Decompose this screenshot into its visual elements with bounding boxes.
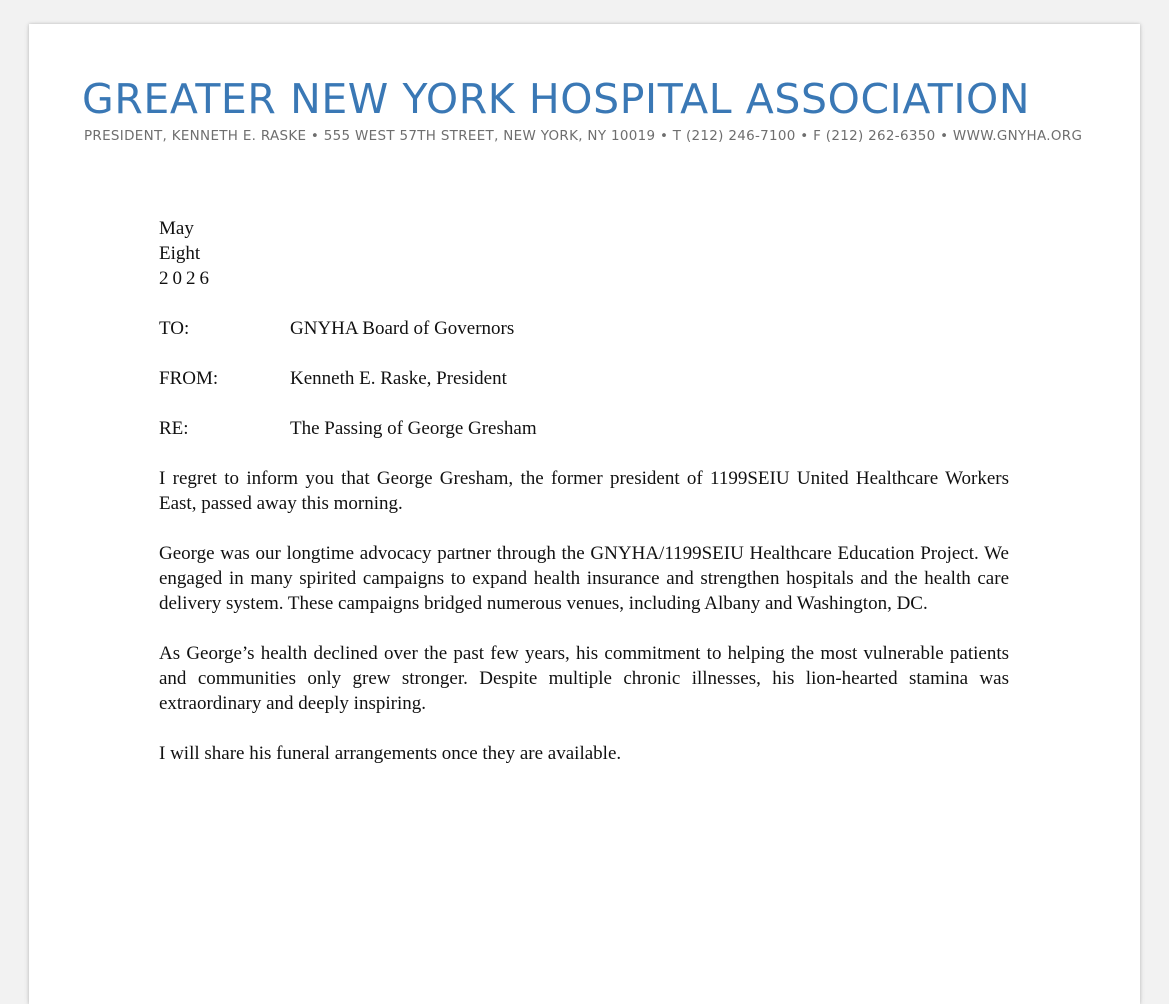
field-label-re: RE: <box>159 418 189 439</box>
memo-paragraph-2: George was our longtime advocacy partner through the GNYHA/1199SEIU Healthcare Education Project. We engaged in many spirited campaigns to expand health insurance and strengthen hospitals and the health care delivery system. These campaigns bridged numerous venues, including Albany and Washington, DC. <box>159 543 1009 614</box>
document-page <box>29 24 1140 1004</box>
date-year: 2026 <box>159 268 213 289</box>
memo-field-to <box>159 316 1009 341</box>
letterhead-organization-name: GREATER NEW YORK HOSPITAL ASSOCIATION <box>82 75 1031 123</box>
memo-paragraph-3: As George’s health declined over the past few years, his commitment to helping the most vulnerable patients and communities only grew stronger. Despite multiple chronic illnesses, his lion-hearted stamina was extraordinary and deeply inspiring. <box>159 643 1009 714</box>
memo-paragraph-1: I regret to inform you that George Gresham, the former president of 1199SEIU United Healthcare Workers East, passed away this morning. <box>159 468 1009 514</box>
memo-paragraph-4: I will share his funeral arrangements once they are available. <box>159 743 622 764</box>
letterhead-contact-line: PRESIDENT, KENNETH E. RASKE • 555 WEST 57TH STREET, NEW YORK, NY 10019 • T (212) 246-7100 • F (212) 262-6350 • WWW.GNYHA.ORG <box>84 129 1083 144</box>
memo-date <box>159 216 1009 291</box>
memo-field-from <box>159 366 1009 391</box>
field-value-re: The Passing of George Gresham <box>290 418 537 439</box>
field-label-from: FROM: <box>159 368 219 389</box>
field-value-to: GNYHA Board of Governors <box>290 318 515 339</box>
memo-body <box>159 216 1009 766</box>
field-value-from: Kenneth E. Raske, President <box>290 368 507 389</box>
memo-field-re <box>159 416 1009 441</box>
date-day: Eight <box>159 243 201 264</box>
date-month: May <box>159 218 194 239</box>
field-label-to: TO: <box>159 318 190 339</box>
